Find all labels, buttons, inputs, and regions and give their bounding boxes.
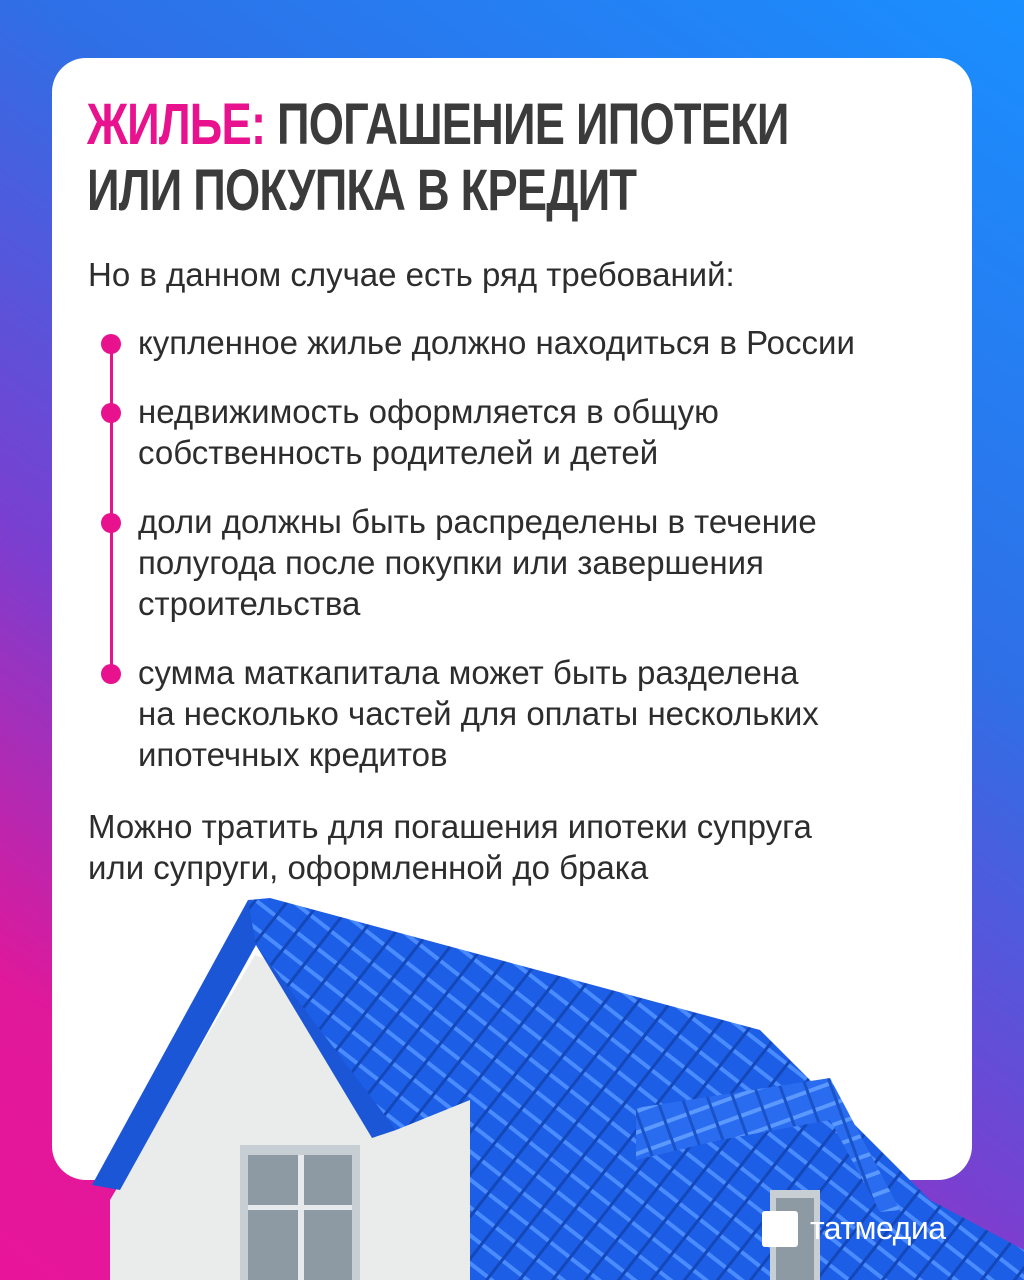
requirement-line: доли должны быть распределены в течение <box>138 503 817 540</box>
title-line-2: ИЛИ ПОКУПКА В КРЕДИТ <box>87 158 637 223</box>
title-rest: ПОГАШЕНИЕ ИПОТЕКИ <box>277 92 789 157</box>
requirement-line: строительства <box>138 585 361 622</box>
brand-name: татмедиа <box>810 1210 946 1246</box>
title-accent: ЖИЛЬЕ: <box>87 92 266 157</box>
closing-line: Можно тратить для погашения ипотеки супруга <box>88 808 812 845</box>
requirement-line: полугода после покупки или завершения <box>138 544 764 581</box>
requirement-line: сумма маткапитала может быть разделена <box>138 654 799 691</box>
requirement-line: собственность родителей и детей <box>138 434 659 471</box>
requirement-line: недвижимость оформляется в общую <box>138 393 719 430</box>
requirement-line: ипотечных кредитов <box>138 736 448 773</box>
requirement-line: купленное жилье должно находиться в России <box>138 324 855 361</box>
closing-line: или супруги, оформленной до брака <box>88 849 649 886</box>
brand-logo <box>762 1210 945 1247</box>
intro-text: Но в данном случае есть ряд требований: <box>88 256 735 293</box>
requirement-line: на несколько частей для оплаты нескольких <box>138 695 819 732</box>
logo-square-icon <box>762 1211 798 1247</box>
